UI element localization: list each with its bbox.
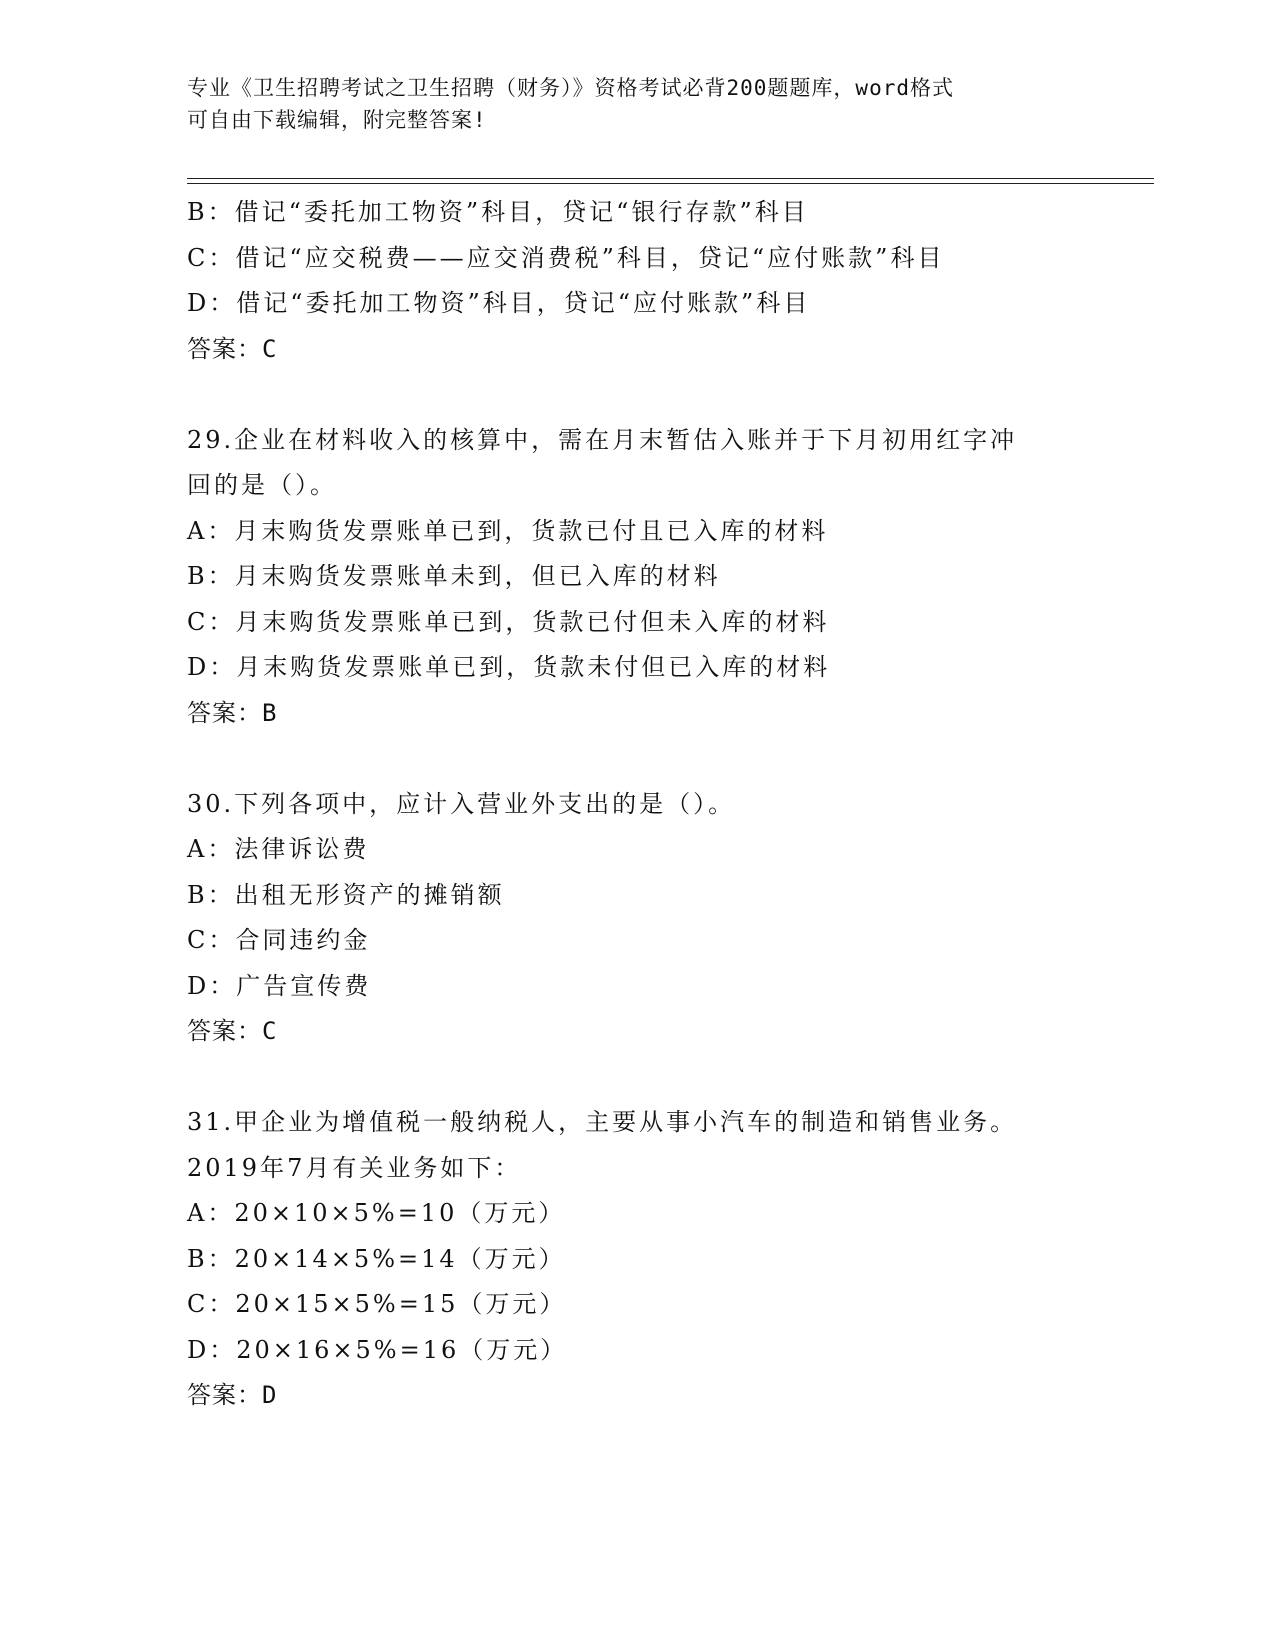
option-b: B：月末购货发票账单未到，但已入库的材料 (187, 562, 721, 590)
option-b: B：20×14×5%=14（万元） (187, 1244, 566, 1273)
question-list (187, 190, 1087, 1419)
spacer (187, 736, 1087, 782)
question-stem-continued: 回的是（）。 (187, 471, 337, 499)
option-c: C：20×15×5%=15（万元） (187, 1290, 567, 1318)
option-b: B：借记“委托加工物资”科目，贷记“银行存款”科目 (187, 198, 809, 226)
question-stem: 29.企业在材料收入的核算中，需在月末暂估入账并于下月初用红字冲 (187, 425, 1018, 454)
question-stem: 30.下列各项中，应计入营业外支出的是（）。 (187, 789, 736, 818)
spacer (187, 372, 1087, 418)
answer: 答案：C (187, 1017, 278, 1045)
option-d: D：20×16×5%=16（万元） (187, 1335, 568, 1364)
option-b: B：出租无形资产的摊销额 (187, 880, 505, 909)
document-header (187, 72, 1087, 136)
option-d: D：广告宣传费 (187, 971, 372, 1000)
question-stem: 31.甲企业为增值税一般纳税人，主要从事小汽车的制造和销售业务。 (187, 1108, 1018, 1136)
question-28-tail (187, 190, 1087, 372)
answer: 答案：D (187, 1381, 278, 1409)
option-a: A：法律诉讼费 (187, 835, 370, 863)
header-title-line-1: 专业《卫生招聘考试之卫生招聘（财务）》资格考试必背200题题库，word格式 (187, 76, 954, 100)
option-c: C：合同违约金 (187, 926, 371, 954)
question-31 (187, 1100, 1087, 1419)
option-a: A：月末购货发票账单已到，货款已付且已入库的材料 (187, 516, 829, 545)
option-c: C：月末购货发票账单已到，货款已付但未入库的材料 (187, 607, 830, 636)
question-30 (187, 782, 1087, 1055)
answer: 答案：B (187, 698, 278, 727)
option-a: A：20×10×5%=10（万元） (187, 1199, 566, 1227)
question-stem-continued: 2019年7月有关业务如下： (187, 1153, 522, 1182)
header-rule-top (187, 178, 1154, 179)
answer: 答案：C (187, 334, 278, 363)
option-d: D：月末购货发票账单已到，货款未付但已入库的材料 (187, 653, 831, 681)
option-d: D：借记“委托加工物资”科目，贷记“应付账款”科目 (187, 289, 811, 317)
option-c: C：借记“应交税费——应交消费税”科目，贷记“应付账款”科目 (187, 243, 945, 272)
spacer (187, 1055, 1087, 1101)
header-title-line-2: 可自由下载编辑，附完整答案! (187, 108, 487, 132)
header-rule-bottom (187, 183, 1154, 184)
question-29 (187, 418, 1087, 737)
